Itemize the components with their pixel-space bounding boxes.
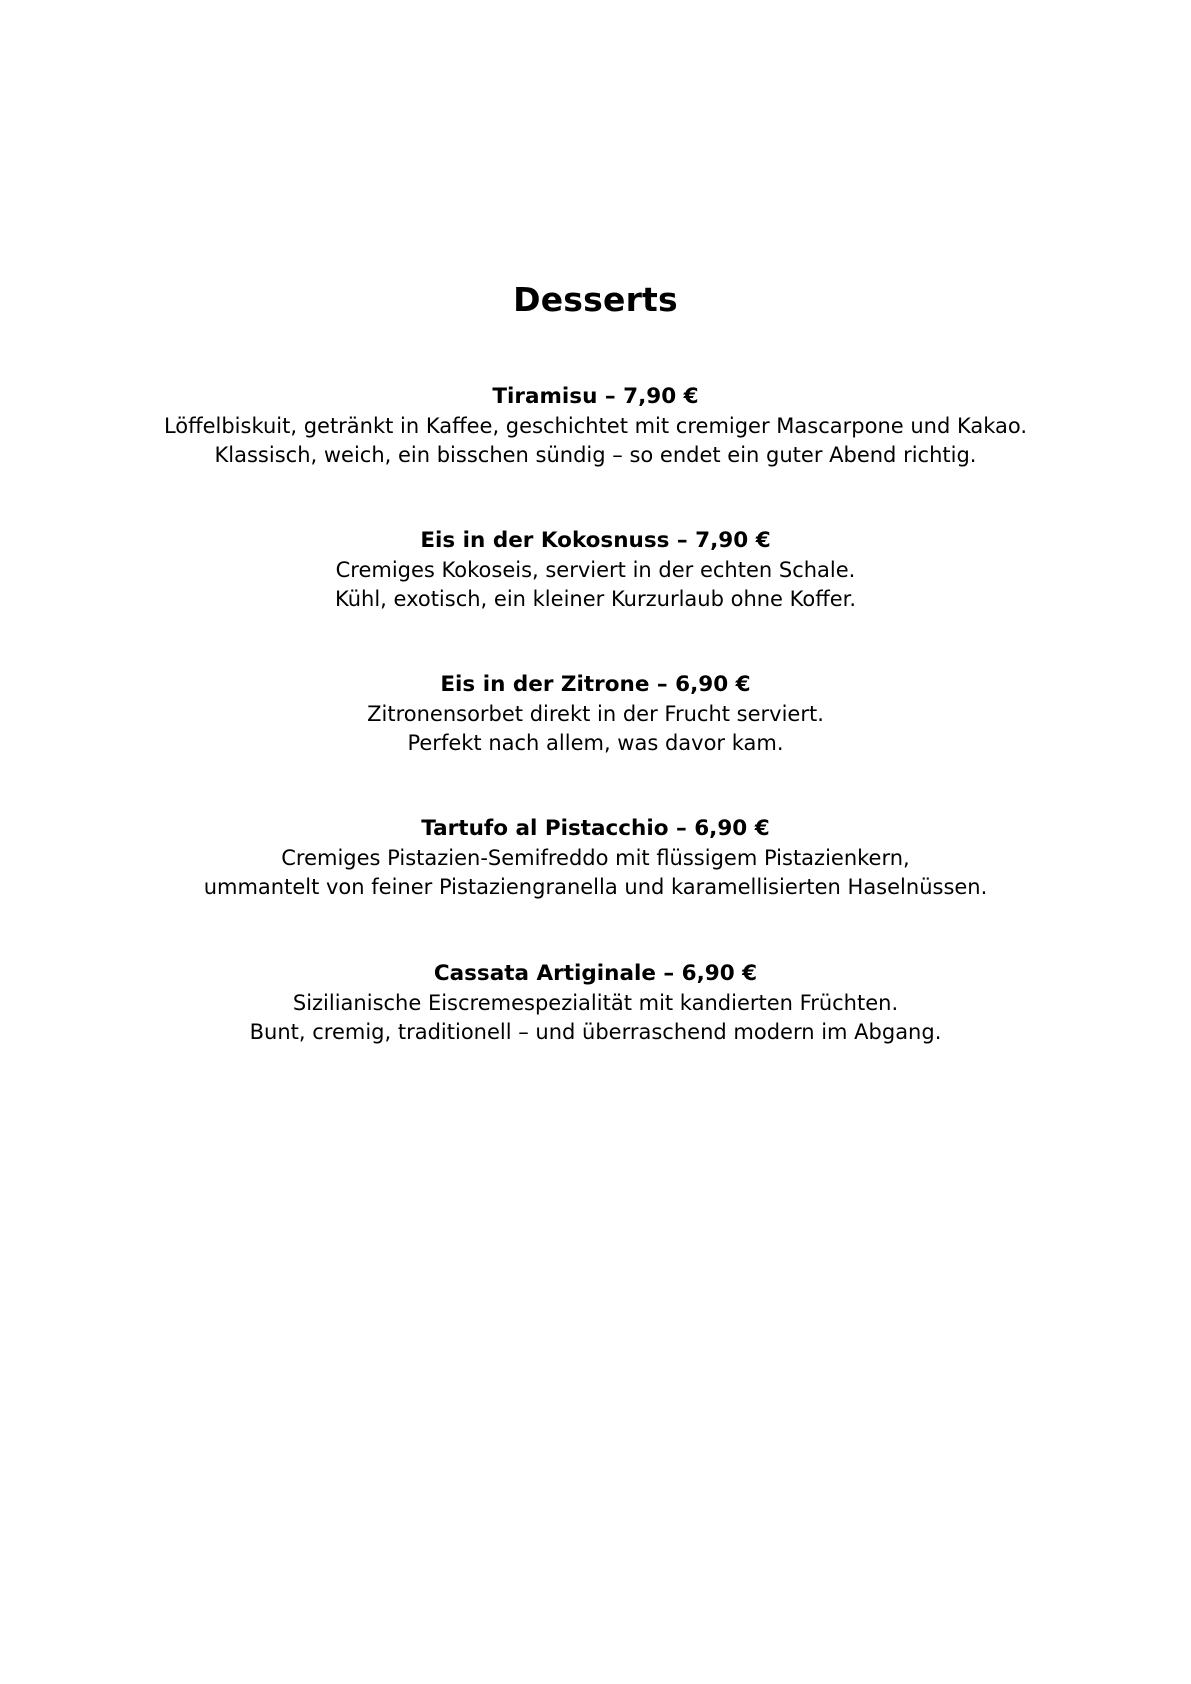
item-description-line: ummantelt von feiner Pistaziengranella und karamellisierten Haselnüssen. [203,875,988,899]
item-description-line: Kühl, exotisch, ein kleiner Kurzurlaub ohne Koffer. [334,587,856,611]
item-description-line: Cremiges Kokoseis, serviert in der echten Schale. [335,558,856,582]
menu-item-eis-zitrone [0,670,1191,758]
item-heading: Tiramisu – 7,90 € [492,384,699,409]
item-description-line: Klassisch, weich, ein bisschen sündig – so endet ein guter Abend richtig. [214,443,977,467]
menu-item-eis-kokosnuss [0,526,1191,614]
item-description-line: Zitronensorbet direkt in der Frucht serviert. [367,702,824,726]
menu-item-cassata-artiginale [0,959,1191,1047]
item-description-line: Cremiges Pistazien-Semifreddo mit flüssigem Pistazienkern, [281,846,910,870]
menu-item-tiramisu [0,382,1191,470]
item-heading: Tartufo al Pistacchio – 6,90 € [421,816,770,841]
item-description-line: Perfekt nach allem, was davor kam. [407,731,784,755]
menu-item-tartufo-pistacchio [0,814,1191,902]
item-heading: Cassata Artiginale – 6,90 € [433,961,758,986]
item-description-line: Sizilianische Eiscremespezialität mit kandierten Früchten. [292,991,899,1015]
page-title: Desserts [513,280,678,320]
item-description-line: Löffelbiskuit, getränkt in Kaffee, geschichtet mit cremiger Mascarpone und Kakao. [163,414,1028,438]
item-heading: Eis in der Kokosnuss – 7,90 € [420,528,771,553]
item-description-line: Bunt, cremig, traditionell – und überraschend modern im Abgang. [249,1020,942,1044]
item-heading: Eis in der Zitrone – 6,90 € [440,672,751,697]
